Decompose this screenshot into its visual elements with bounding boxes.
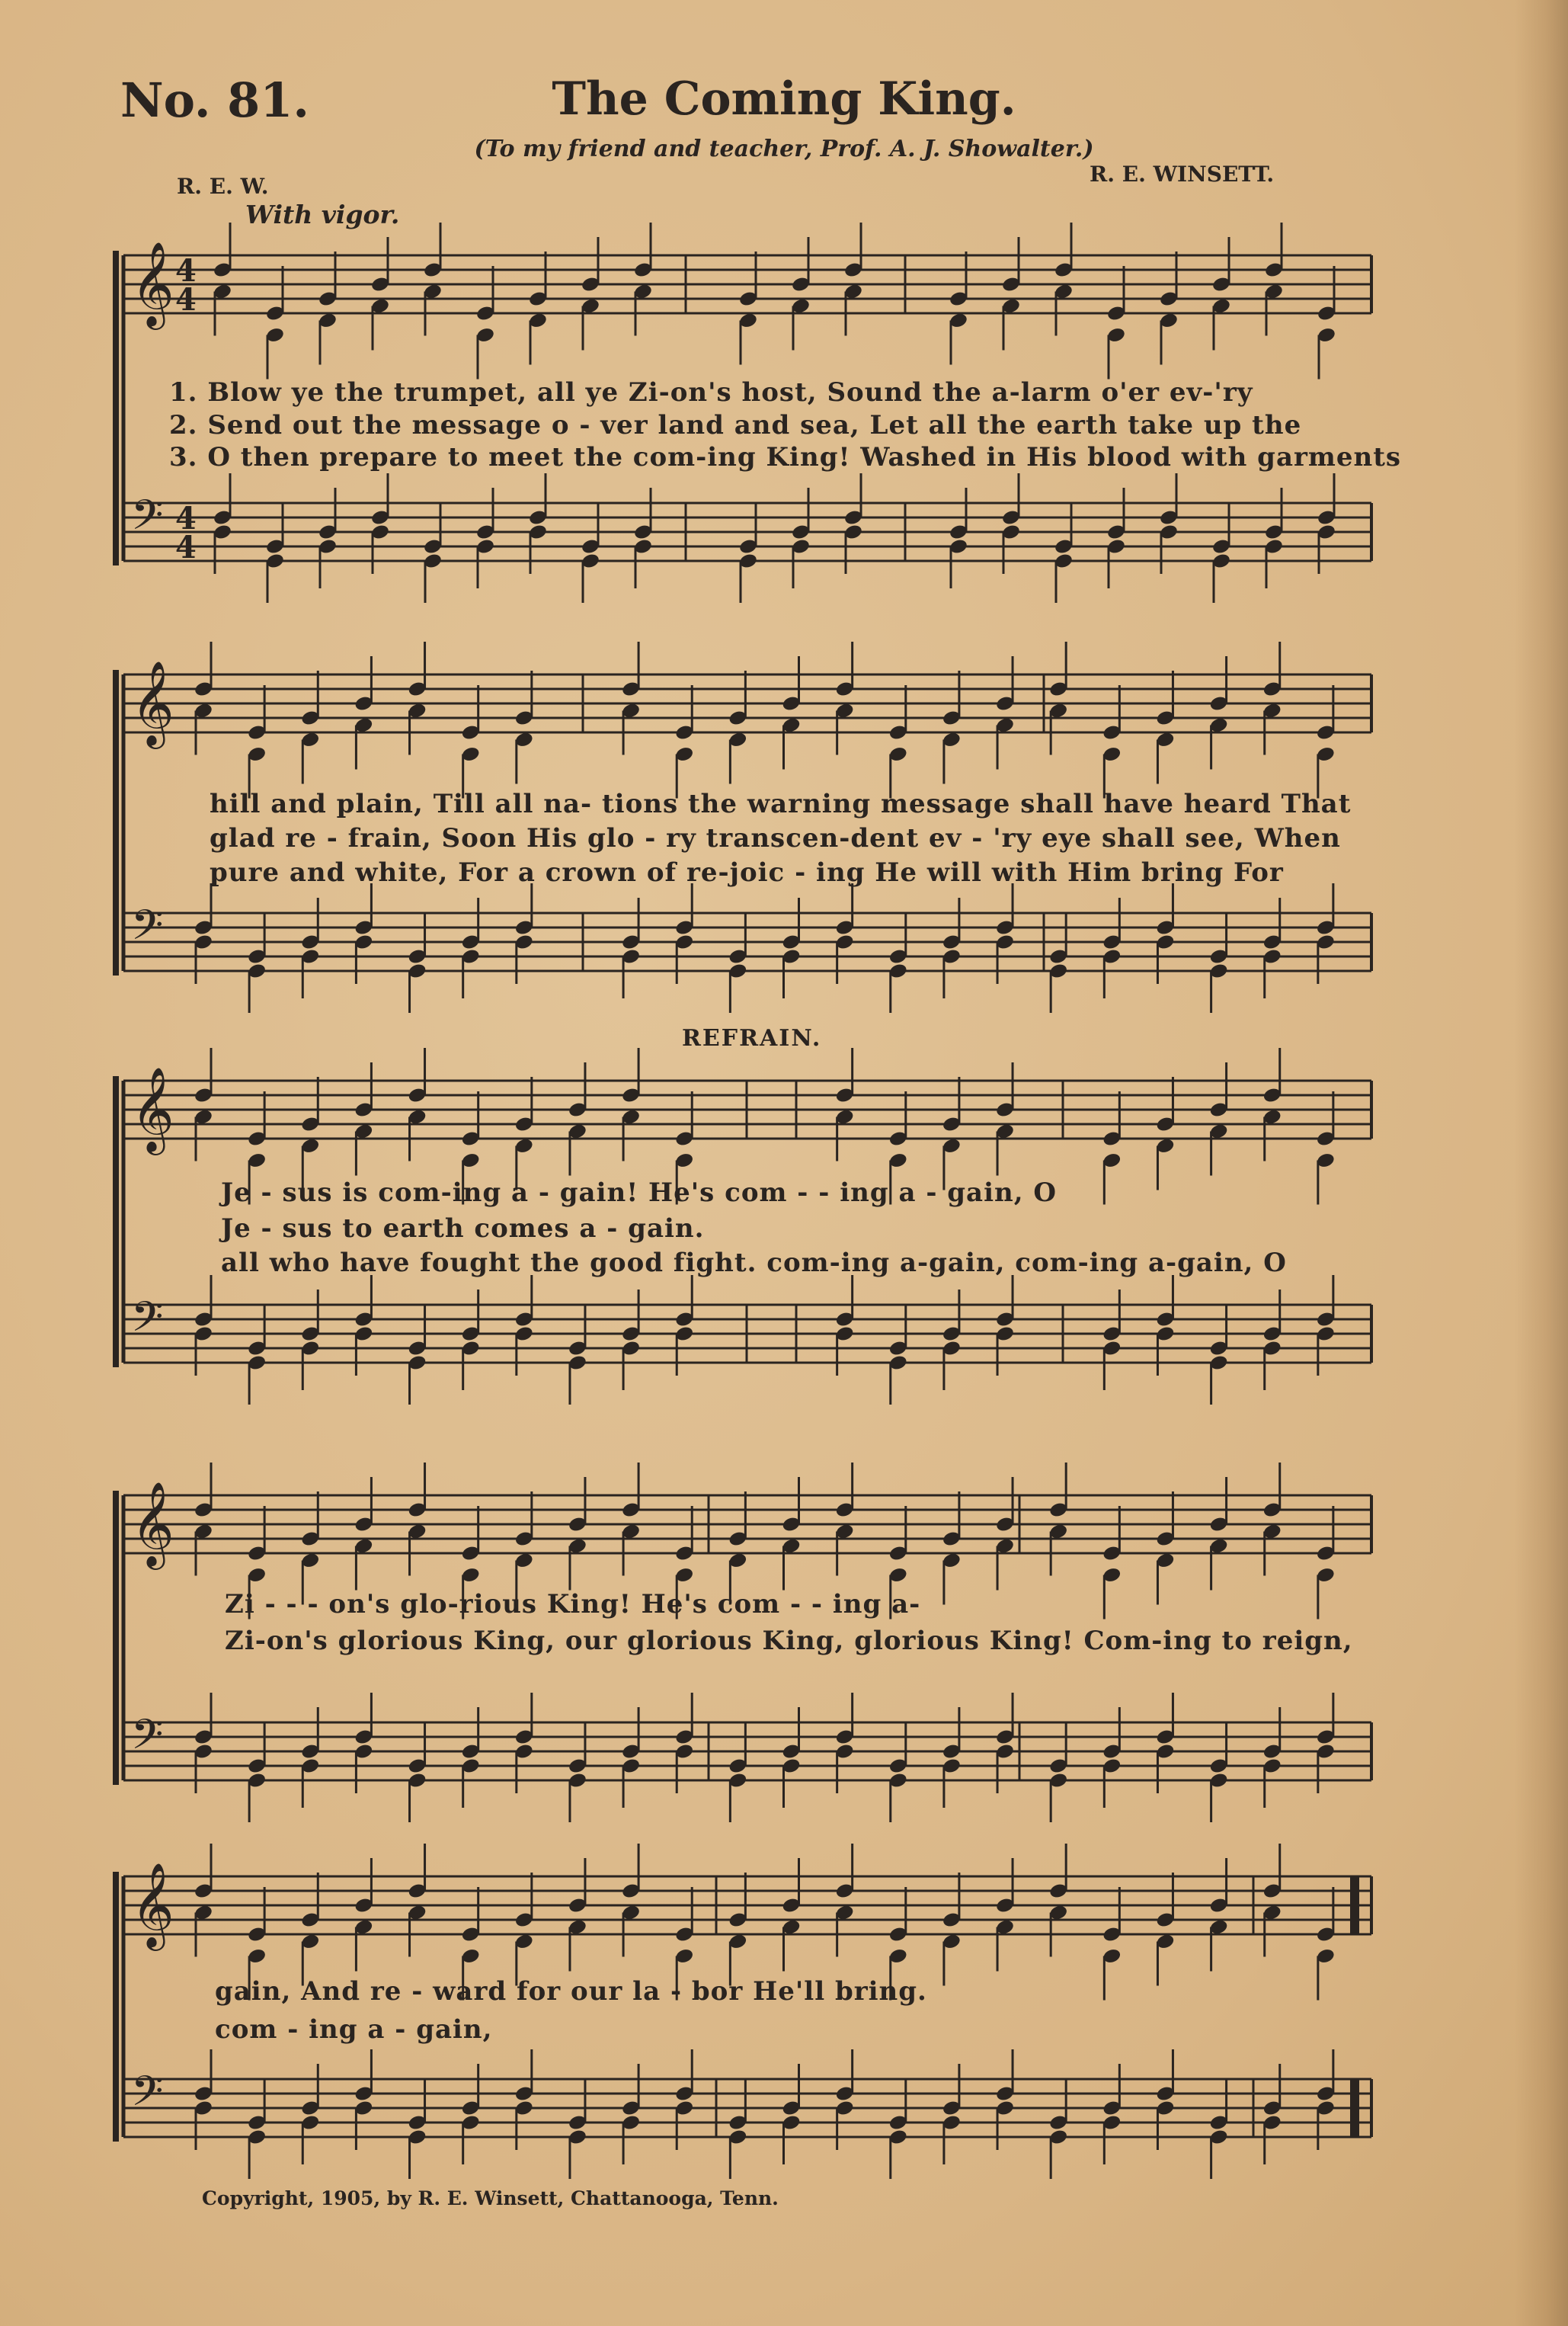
lyric-line: 2. Send out the message o - ver land and sea, Let all the earth take up the (169, 410, 1302, 441)
treble-clef-icon: 𝄞 (131, 1481, 174, 1566)
system-brace (113, 670, 119, 976)
tempo-marking: With vigor. (245, 200, 400, 229)
lyric-line: Je - sus is com-ing a - gain! He's com - - ing a - gain, O (221, 1177, 1057, 1208)
final-bar-line (1350, 1876, 1359, 1934)
lyric-line: com - ing a - gain, (215, 2014, 493, 2045)
system-brace (113, 1872, 119, 2142)
words-credit: R. E. W. (177, 174, 269, 199)
bass-clef-icon: 𝄢 (131, 1710, 164, 1769)
treble-clef-icon: 𝄞 (131, 660, 174, 745)
system-brace (113, 1076, 119, 1367)
lyric-line: hill and plain, Till all na- tions the warning message shall have heard That (210, 789, 1352, 819)
time-signature-digit: 4 (175, 530, 197, 565)
system-brace (113, 1491, 119, 1785)
bass-clef-icon: 𝄢 (131, 491, 164, 549)
time-signature-digit: 4 (175, 253, 197, 289)
lyric-line: Zi-on's glorious King, our glorious King, glorious King! Com-ing to reign, (225, 1626, 1353, 1656)
lyric-line: all who have fought the good fight. com-ing a-gain, com-ing a-gain, O (221, 1248, 1287, 1278)
dedication: (To my friend and teacher, Prof. A. J. Showalter.) (474, 136, 1094, 162)
music-credit: R. E. WINSETT. (1090, 162, 1275, 187)
treble-clef-icon: 𝄞 (131, 1066, 174, 1152)
copyright-notice: Copyright, 1905, by R. E. Winsett, Chattanooga, Tenn. (202, 2187, 779, 2209)
lyric-line: 1. Blow ye the trumpet, all ye Zi-on's host, Sound the a-larm o'er ev-'ry (169, 377, 1253, 408)
lyric-line: Je - sus to earth comes a - gain. (221, 1213, 705, 1244)
treble-clef-icon: 𝄞 (131, 241, 174, 326)
bass-clef-icon: 𝄢 (131, 901, 164, 960)
lyric-line: glad re - frain, Soon His glo - ry transcen-dent ev - 'ry eye shall see, When (210, 823, 1341, 854)
lyric-line: gain, And re - ward for our la - bor He'll bring. (215, 1976, 927, 2007)
lyric-line: Zi - - - on's glo-rious King! He's com - - ing a- (225, 1589, 921, 1620)
time-signature-digit: 4 (175, 501, 197, 537)
hymn-title: The Coming King. (552, 72, 1016, 126)
system-brace (113, 251, 119, 565)
lyric-line: pure and white, For a crown of re-joic - ing He will with Him bring For (210, 857, 1284, 888)
time-signature-digit: 4 (175, 282, 197, 318)
refrain-label: REFRAIN. (682, 1025, 822, 1052)
lyric-line: 3. O then prepare to meet the com-ing King! Washed in His blood with garments (169, 442, 1402, 473)
hymn-number: No. 81. (120, 72, 309, 128)
bass-clef-icon: 𝄢 (131, 1293, 164, 1351)
bass-clef-icon: 𝄢 (131, 2067, 164, 2126)
final-bar-line (1350, 2079, 1359, 2137)
treble-clef-icon: 𝄞 (131, 1862, 174, 1947)
